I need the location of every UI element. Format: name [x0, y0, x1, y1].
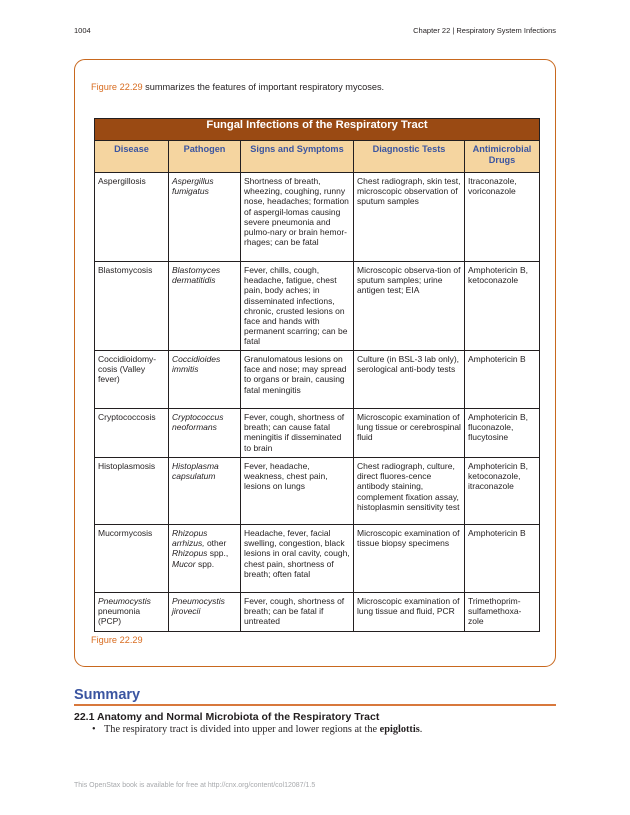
- drugs-cell: Amphotericin B: [465, 525, 540, 593]
- table-row: [95, 173, 540, 262]
- drugs-cell: Amphotericin B, ketoconazole: [465, 262, 540, 351]
- signs-cell: Headache, fever, facial swelling, congestion, black lesions in oral cavity, cough, chest pain, shortness of breath; often fatal: [241, 525, 354, 593]
- tests-cell: Chest radiograph, skin test, microscopic observation of sputum samples: [354, 173, 465, 262]
- tests-cell: Chest radiograph, culture, direct fluores-cence antibody staining, complement fixation assay, histoplasmin sensitivity test: [354, 458, 465, 525]
- bullet-icon: •: [92, 724, 96, 735]
- signs-cell: Granulomatous lesions on face and nose; may spread to organs or brain, causing fatal meningitis: [241, 351, 354, 409]
- pathogen-cell: Histoplasma capsulatum: [169, 458, 241, 525]
- bullet-text: The respiratory tract is divided into upper and lower regions at the epiglottis.: [104, 724, 423, 735]
- pathogen-cell: Rhizopus arrhizus, other Rhizopus spp., Mucor spp.: [169, 525, 241, 593]
- intro-text: [91, 82, 384, 92]
- table-row: [95, 262, 540, 351]
- disease-cell: Histoplasmosis: [95, 458, 169, 525]
- signs-cell: Fever, cough, shortness of breath; can cause fatal meningitis if disseminated to brain: [241, 409, 354, 458]
- key-term: epiglottis: [379, 724, 420, 735]
- tests-cell: Microscopic observa-tion of sputum samples; urine antigen test; EIA: [354, 262, 465, 351]
- disease-cell: Mucormycosis: [95, 525, 169, 593]
- table-row: [95, 593, 540, 632]
- pathogen-cell: Cryptococcus neoformans: [169, 409, 241, 458]
- disease-cell: Blastomycosis: [95, 262, 169, 351]
- pathogen-cell: Pneumocystis jirovecii: [169, 593, 241, 632]
- drugs-cell: Itraconazole, voriconazole: [465, 173, 540, 262]
- drugs-cell: Amphotericin B, fluconazole, flucytosine: [465, 409, 540, 458]
- tests-cell: Microscopic examination of lung tissue and fluid, PCR: [354, 593, 465, 632]
- table-row: [95, 351, 540, 409]
- disease-cell: Pneumocystis pneumonia (PCP): [95, 593, 169, 632]
- drugs-cell: Amphotericin B: [465, 351, 540, 409]
- table-row: [95, 458, 540, 525]
- summary-heading: Summary: [74, 687, 141, 703]
- drugs-cell: Amphotericin B, ketoconazole, itraconazole: [465, 458, 540, 525]
- table-header-row: [95, 141, 540, 173]
- tests-cell: Microscopic examination of tissue biopsy specimens: [354, 525, 465, 593]
- drugs-cell: Trimethoprim-sulfamethoxa-zole: [465, 593, 540, 632]
- table-row: [95, 525, 540, 593]
- figure-feature-box: [74, 59, 556, 667]
- table-title-row: [95, 119, 540, 141]
- table-title: Fungal Infections of the Respiratory Tract: [95, 119, 540, 141]
- signs-cell: Shortness of breath, wheezing, coughing, runny nose, headaches; formation of aspergil-lomas causing severe pneumonia and pulmo-nary or brain hemor-rhages; can be fatal: [241, 173, 354, 262]
- running-header: [74, 26, 556, 38]
- page-footer: This OpenStax book is available for free at http://cnx.org/content/col12087/1.5: [74, 782, 316, 789]
- header-drugs: Antimicrobial Drugs: [465, 141, 540, 173]
- header-disease: Disease: [95, 141, 169, 173]
- fungal-infections-table: [94, 118, 540, 632]
- signs-cell: Fever, headache, weakness, chest pain, lesions on lungs: [241, 458, 354, 525]
- pathogen-cell: Blastomyces dermatitidis: [169, 262, 241, 351]
- header-signs: Signs and Symptoms: [241, 141, 354, 173]
- signs-cell: Fever, chills, cough, headache, fatigue, chest pain, body aches; in disseminated infections, chronic, crusted lesions on face and hands with permanent scarring; can be fatal: [241, 262, 354, 351]
- summary-divider: [74, 704, 556, 706]
- section-heading: 22.1 Anatomy and Normal Microbiota of the Respiratory Tract: [74, 711, 380, 723]
- pathogen-cell: Coccidioides immitis: [169, 351, 241, 409]
- pathogen-cell: Aspergillus fumigatus: [169, 173, 241, 262]
- disease-cell: Cryptococcosis: [95, 409, 169, 458]
- figure-caption: Figure 22.29: [91, 635, 143, 645]
- tests-cell: Microscopic examination of lung tissue or cerebrospinal fluid: [354, 409, 465, 458]
- header-tests: Diagnostic Tests: [354, 141, 465, 173]
- intro-sentence: summarizes the features of important respiratory mycoses.: [142, 82, 385, 92]
- page-number: 1004: [74, 26, 91, 35]
- disease-cell: Coccidioidomy-cosis (Valley fever): [95, 351, 169, 409]
- figure-link[interactable]: Figure 22.29: [91, 82, 143, 92]
- tests-cell: Culture (in BSL-3 lab only), serological anti-body tests: [354, 351, 465, 409]
- disease-cell: Aspergillosis: [95, 173, 169, 262]
- header-pathogen: Pathogen: [169, 141, 241, 173]
- signs-cell: Fever, cough, shortness of breath; can be fatal if untreated: [241, 593, 354, 632]
- table-row: [95, 409, 540, 458]
- chapter-title: Chapter 22 | Respiratory System Infections: [413, 26, 556, 35]
